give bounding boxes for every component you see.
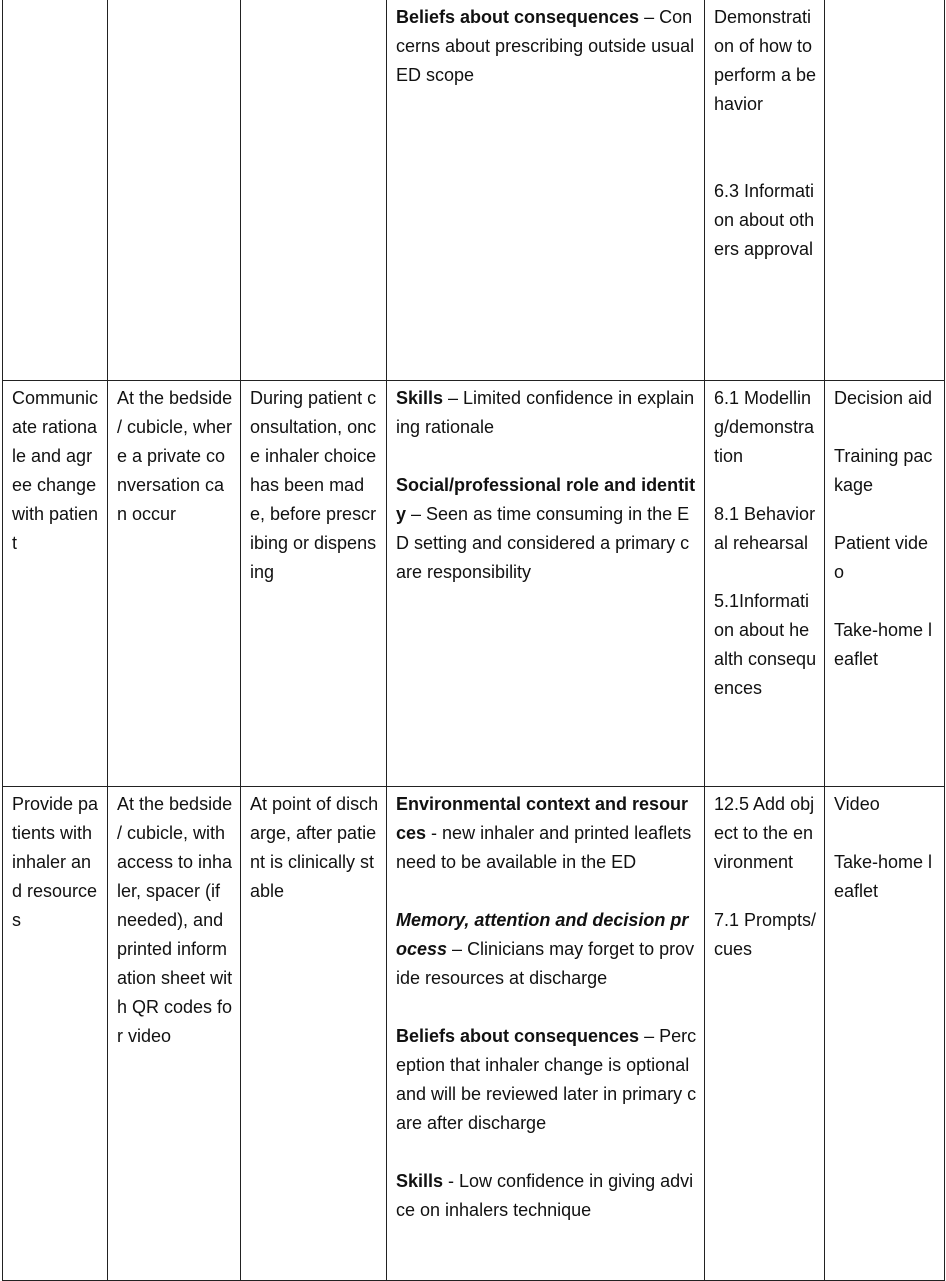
- mode-cell: [825, 0, 945, 381]
- where-cell: [108, 0, 241, 381]
- bct-cell: [705, 787, 825, 1281]
- barriers-cell: [387, 787, 705, 1281]
- when-cell: During patient consultation, once inhaler choice has been made, before prescribing or dispensing: [241, 381, 387, 787]
- table-row: [3, 381, 945, 787]
- barrier-domain: Beliefs about consequences: [396, 7, 640, 27]
- mode-item: Patient video: [834, 533, 929, 582]
- barrier-text: Clinicians may forget to provide resources at discharge: [396, 939, 695, 988]
- table-row: [3, 787, 945, 1281]
- barrier-item: [396, 906, 697, 993]
- when-cell: [241, 0, 387, 381]
- bct-cell: [705, 0, 825, 381]
- mode-item: Training package: [834, 446, 933, 495]
- barrier-item: [396, 790, 697, 877]
- bct-item: 5.1Information about health consequences: [714, 591, 817, 698]
- barrier-text: new inhaler and printed leaflets need to be available in the ED: [396, 823, 692, 872]
- barrier-separator: –: [639, 1026, 660, 1046]
- bct-item: 8.1 Behavioral rehearsal: [714, 504, 816, 553]
- mode-item: Video: [834, 794, 880, 814]
- mode-cell: [825, 381, 945, 787]
- barrier-item: [396, 1167, 697, 1225]
- barrier-domain: Skills: [396, 388, 444, 408]
- bct-item: 7.1 Prompts/cues: [714, 910, 817, 959]
- barrier-item: [396, 1022, 697, 1138]
- mode-item: Decision aid: [834, 388, 933, 408]
- table-row: [3, 0, 945, 381]
- barrier-text: Concerns about prescribing outside usual ED scope: [396, 7, 695, 85]
- barrier-domain: Social/professional role and identity: [396, 475, 696, 524]
- barrier-separator: –: [406, 504, 427, 524]
- barrier-domain: Environmental context and resources: [396, 794, 689, 843]
- barriers-cell: [387, 381, 705, 787]
- barrier-separator: –: [447, 939, 468, 959]
- barrier-separator: –: [639, 7, 660, 27]
- mode-item: Take-home leaflet: [834, 852, 933, 901]
- barrier-text: Seen as time consuming in the ED setting and considered a primary care responsibility: [396, 504, 690, 582]
- barrier-text: Low confidence in giving advice on inhalers technique: [396, 1171, 694, 1220]
- when-cell: At point of discharge, after patient is clinically stable: [241, 787, 387, 1281]
- bct-item: 12.5 Add object to the environment: [714, 794, 815, 872]
- where-cell: At the bedside / cubicle, where a private conversation can occur: [108, 381, 241, 787]
- barrier-item: [396, 471, 697, 587]
- barrier-text: Perception that inhaler change is optional and will be reviewed later in primary care after discharge: [396, 1026, 697, 1133]
- bct-cell: [705, 381, 825, 787]
- mode-item: Take-home leaflet: [834, 620, 933, 669]
- bct-item: 6.1 Modelling/demonstration: [714, 388, 815, 466]
- barrier-item: [396, 3, 697, 90]
- mode-cell: [825, 787, 945, 1281]
- bct-item: 6.3 Information about others approval: [714, 181, 815, 259]
- where-cell: At the bedside / cubicle, with access to inhaler, spacer (if needed), and printed information sheet with QR codes for video: [108, 787, 241, 1281]
- intervention-table: [2, 0, 945, 1281]
- behavior-cell: Provide patients with inhaler and resources: [3, 787, 108, 1281]
- barriers-cell: [387, 0, 705, 381]
- barrier-text: Limited confidence in explaining rationale: [396, 388, 695, 437]
- barrier-domain: Beliefs about consequences: [396, 1026, 640, 1046]
- behavior-cell: Communicate rationale and agree change with patient: [3, 381, 108, 787]
- barrier-domain: Memory, attention and decision process: [396, 910, 689, 959]
- behavior-cell: [3, 0, 108, 381]
- barrier-separator: -: [426, 823, 443, 843]
- barrier-separator: –: [443, 388, 464, 408]
- barrier-domain: Skills: [396, 1171, 444, 1191]
- barrier-item: [396, 384, 697, 442]
- bct-item: Demonstration of how to perform a behavior: [714, 7, 817, 114]
- barrier-separator: -: [443, 1171, 460, 1191]
